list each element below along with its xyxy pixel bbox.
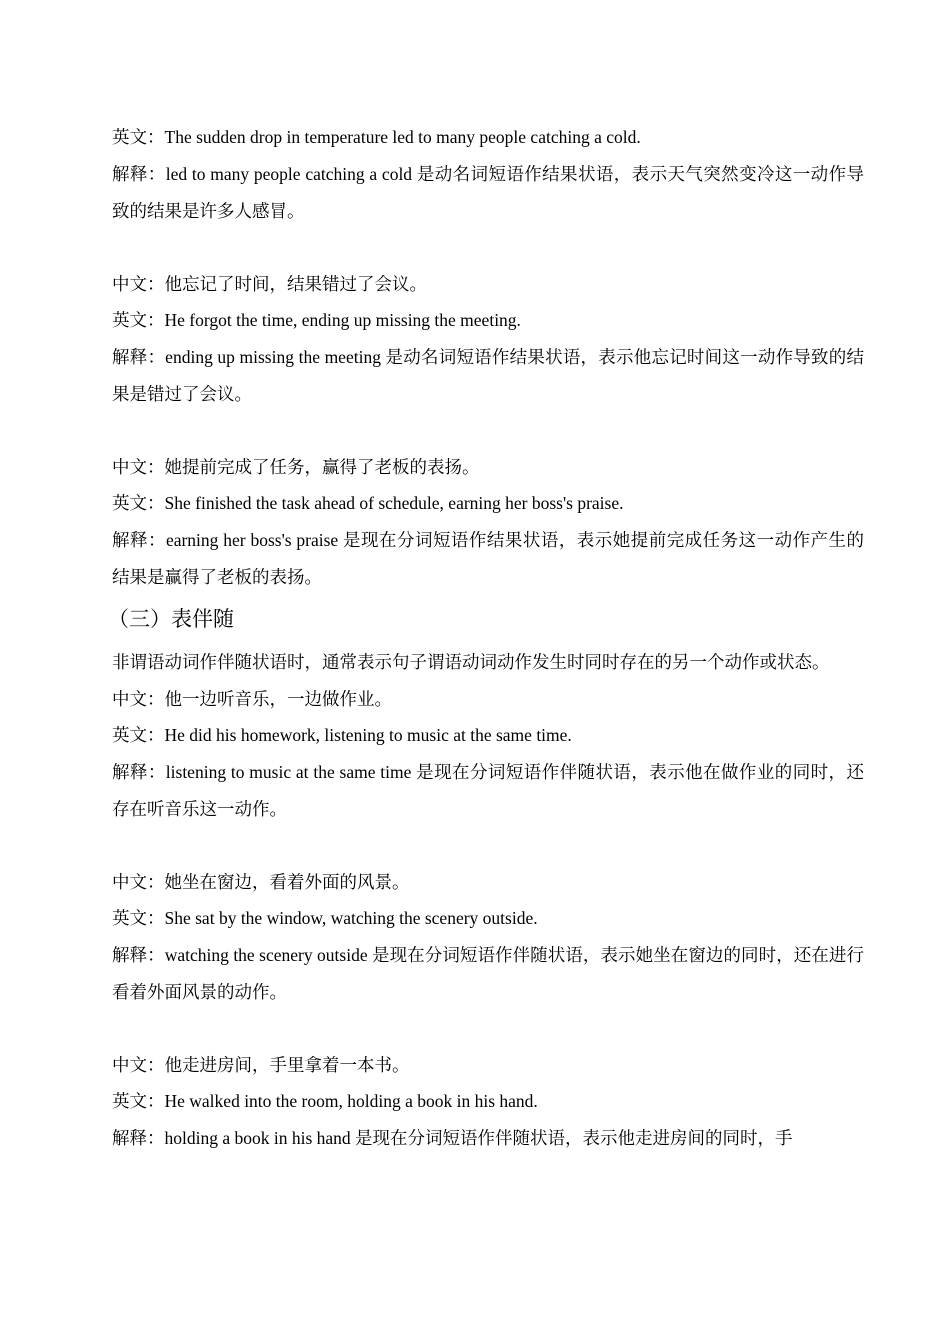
document-page (108, 119, 864, 1157)
paragraph-gap (112, 828, 864, 864)
english-sentence: 英文：He walked into the room, holding a book in his hand. (112, 1091, 538, 1111)
section-intro: 非谓语动词作伴随状语时，通常表示句子谓语动词动作发生时同时存在的另一个动作或状态。 (112, 651, 830, 672)
english-sentence: 英文：He did his homework, listening to music at the same time. (112, 725, 572, 745)
section-heading: （三）表伴随 (108, 606, 234, 631)
chinese-sentence: 中文：她提前完成了任务，赢得了老板的表扬。 (112, 456, 480, 477)
chinese-sentence: 中文：他一边听音乐，一边做作业。 (112, 688, 392, 709)
english-sentence: 英文：She finished the task ahead of schedule, earning her boss's praise. (112, 493, 624, 513)
chinese-sentence: 中文：他忘记了时间，结果错过了会议。 (112, 273, 427, 294)
chinese-sentence: 中文：她坐在窗边，看着外面的风景。 (112, 871, 410, 892)
explanation: 解释：led to many people catching a cold 是动名词短语作结果状语，表示天气突然变冷这一动作导致的结果是许多人感冒。 (112, 163, 864, 221)
explanation: 解释：earning her boss's praise 是现在分词短语作结果状语，表示她提前完成任务这一动作产生的结果是赢得了老板的表扬。 (112, 529, 864, 587)
paragraph-gap (112, 230, 864, 266)
explanation: 解释：ending up missing the meeting 是动名词短语作结果状语，表示他忘记时间这一动作导致的结果是错过了会议。 (112, 346, 864, 404)
paragraph-gap (112, 1011, 864, 1047)
chinese-sentence: 中文：他走进房间，手里拿着一本书。 (112, 1054, 410, 1075)
english-sentence: 英文：The sudden drop in temperature led to many people catching a cold. (112, 127, 641, 147)
english-sentence: 英文：He forgot the time, ending up missing the meeting. (112, 310, 521, 330)
explanation: 解释：watching the scenery outside 是现在分词短语作伴随状语，表示她坐在窗边的同时，还在进行看着外面风景的动作。 (112, 944, 864, 1002)
english-sentence: 英文：She sat by the window, watching the scenery outside. (112, 908, 538, 928)
explanation: 解释：holding a book in his hand 是现在分词短语作伴随状语，表示他走进房间的同时，手 (112, 1127, 793, 1148)
paragraph-gap (112, 413, 864, 449)
explanation: 解释：listening to music at the same time 是现在分词短语作伴随状语，表示他在做作业的同时，还存在听音乐这一动作。 (112, 761, 864, 819)
